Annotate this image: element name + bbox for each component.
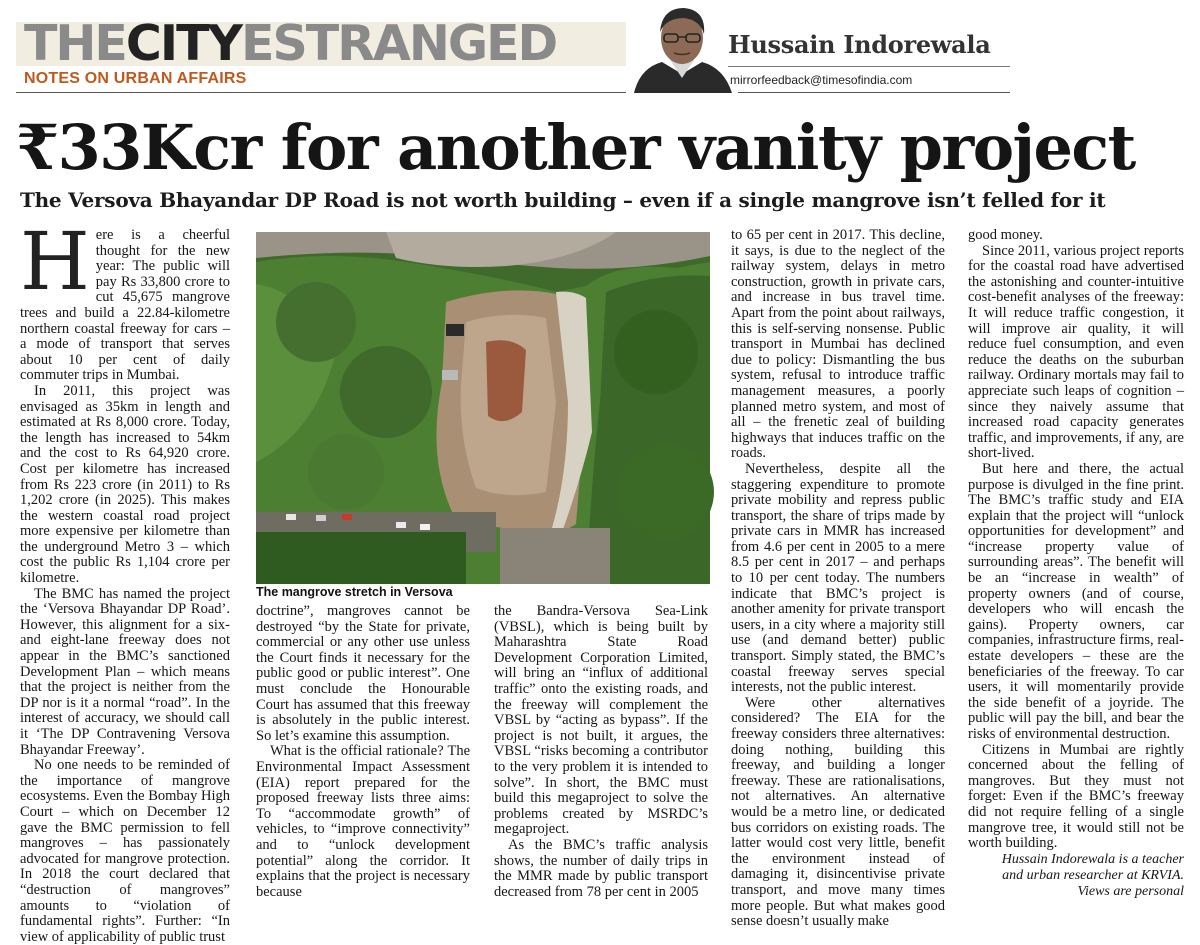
photo-caption: The mangrove stretch in Versova <box>256 585 453 599</box>
article-column-4 <box>731 228 945 930</box>
paragraph: doctrine”, mangroves cannot be destroyed “by the State for private, commercial or any other use unless the Court finds it necessary for the public good or public interest”. One must conclude the Honourable Court has assumed that this freeway is absolutely in the public interest. So let’s examine this assumption. <box>256 603 470 744</box>
article-column-2 <box>256 604 470 900</box>
paragraph: Since 2011, various project reports for the coastal road have advertised the astonishing and counter-intuitive cost-benefit analyses of the freeway: It will reduce traffic congestion, it will improve air quality, it will reduce fuel consumption, and even reduce the deaths on the suburban railway. Ordinary mortals may fail to appreciate such leaps of cognition – since they naively assume that increased road capacity generates traffic, and improvements, if any, are short-lived. <box>968 242 1185 462</box>
paragraph: In 2011, this project was envisaged as 35km in length and estimated at Rs 8,000 crore. Today, the length has increased to 54km and the cost to Rs 64,920 crore. Cost per kilometre has increased from Rs 223 crore (in 2011) to Rs 1,202 crore (in 2025). This makes the western coastal road project more expensive per kilometre than the underground Metro 3 – which cost the public Rs 1,104 crore per kilometre. <box>20 382 230 587</box>
paragraph: As the BMC’s traffic analysis shows, the number of daily trips in the MMR made by public transport decreased from 78 per cent in 2005 <box>494 836 708 900</box>
paragraph: But here and there, the actual purpose is divulged in the fine print. The BMC’s traffic study and EIA explain that the project will “unlock opportunities for development” and “increase property value of surrounding areas”. The benefit will be an “increase in wealth” of property owners (and of course, developers who will encash the gains). Property owners, car companies, infrastructure firms, real-estate developers – these are the beneficiaries of the freeway. To car users, it will momentarily provide the side benefit of a joyride. The public will pay the bill, and bear the risks of environmental destruction. <box>968 460 1184 742</box>
paragraph: No one needs to be reminded of the importance of mangrove ecosystems. Even the Bombay High Court – which on December 12 gave the BMC permission to fell mangroves – has passionately advocated for mangrove protection. In 2018 the court declared that “destruction of mangroves” amounts to “violation of fundamental rights”. Further: “In view of applicability of public trust <box>20 757 230 945</box>
drop-cap: H <box>20 215 90 308</box>
column-title: THECITYESTRANGED <box>24 15 557 72</box>
paragraph: Nevertheless, despite all the staggering expenditure to promote private mobility and repress public transport, the share of trips made by private cars in MMR has increased from 4.6 per cent in 2005 to a mere 8.5 per cent in 2017 – and perhaps to 10 per cent today. The numbers indicate that BMC’s project is another amenity for private transport users, in a city where a majority still use (and demand better) public transport. Simply stated, the BMC’s coastal freeway serves special interests, not the public interest. <box>731 460 945 696</box>
author-rule <box>728 66 1010 67</box>
paragraph: Citizens in Mumbai are rightly concerned about the felling of mangroves. But they must not forget: Even if the BMC’s freeway did not require felling of a single mangrove tree, it would still not be worth building. <box>968 741 1184 852</box>
article-column-3 <box>494 604 708 900</box>
headline: ₹33Kcr for another vanity project <box>16 111 1135 184</box>
paragraph: Were other alternatives considered? The EIA for the freeway considers three alternatives: doing nothing, building this freeway, and building a longer freeway. These are rationalisations, not alternatives. An alternative would be a metro line, or dedicated bus corridors on existing roads. The latter would cost very little, benefit the environment instead of damaging it, disincentivise private transport, and move many times more people. But what makes good sense doesn’t usually make <box>731 694 945 930</box>
section-subtitle: NOTES ON URBAN AFFAIRS <box>24 70 247 87</box>
author-email[interactable]: mirrorfeedback@timesofindia.com <box>730 73 913 87</box>
paragraph: good money. <box>968 227 1043 243</box>
paragraph: ere is a cheerful thought for the new year: The public will pay Rs 33,800 crore to cut 45,675 mangrove trees and build a 22.84-kilometre northern coastal freeway for cars – a mode of transport that serves about 10 per cent of daily commuter trips in Mumbai. <box>20 227 230 384</box>
masthead-rule <box>16 92 1010 93</box>
paragraph: The BMC has named the project the ‘Versova Bhayandar DP Road’. However, this alignment for a six- and eight-lane freeway does not appear in the BMC’s sanctioned Development Plan – which means that the project is neither from the DP nor is it a normal “road”. In the interest of accuracy, we should call it ‘The DP Contravening Versova Bhayandar Freeway’. <box>20 585 230 758</box>
photo-mangrove-aerial <box>256 232 710 584</box>
author-bio: Hussain Indorewala is a teacher and urban researcher at KRVIA. Views are personal <box>1001 851 1184 899</box>
author-portrait <box>626 2 738 93</box>
author-name: Hussain Indorewala <box>728 30 991 59</box>
article-column-5 <box>968 228 1184 900</box>
subheadline: The Versova Bhayandar DP Road is not worth building – even if a single mangrove isn’t felled for it <box>20 188 1106 212</box>
paragraph: to 65 per cent in 2017. This decline, it says, is due to the neglect of the railway system, delays in metro construction, growth in private cars, and increase in bus travel time. Apart from the point about railways, this is self-serving nonsense. Public transport in Mumbai has declined due to policy: Dismantling the bus system, refusal to introduce traffic management measures, a poorly planned metro system, and most of all – the frenetic zeal of building highways that induces traffic on the roads. <box>731 227 945 462</box>
paragraph: What is the official rationale? The Environmental Impact Assessment (EIA) report prepared for the proposed freeway lists three aims: To “accommodate growth” of vehicles, to “improve connectivity” and to “unlock development potential” along the corridor. It explains that the project is necessary because <box>256 743 470 900</box>
article-column-1 <box>20 215 230 945</box>
paragraph: the Bandra-Versova Sea-Link (VBSL), which is being built by Maharashtra State Road Development Corporation Limited, will bring an “influx of additional traffic” onto the existing roads, and the freeway will complement the VBSL by “acting as bypass”. If the project is not built, it argues, the VBSL “risks becoming a contributor to the very problem it is intended to solve”. In short, the BMC must build this megaproject to solve the problems created by MSRDC’s megaproject. <box>494 603 708 838</box>
